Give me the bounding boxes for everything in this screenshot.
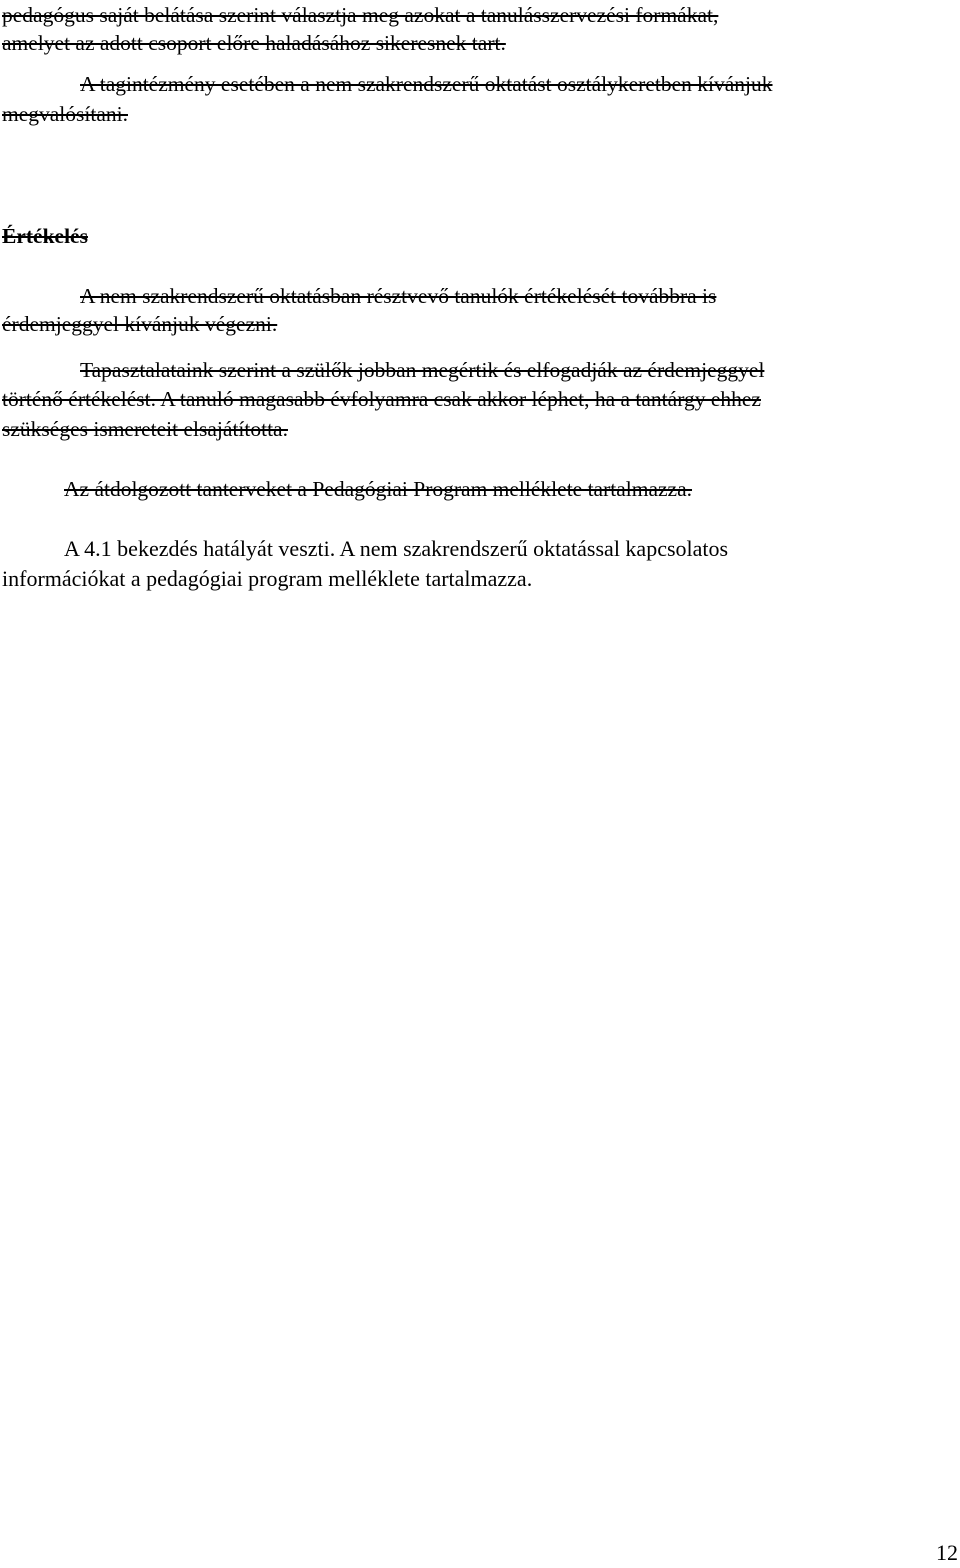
paragraph-4-line-2: történő értékelést. A tanuló magasabb évfolyamra csak akkor léphet, ha a tantárgy ehhez bbox=[2, 387, 761, 411]
paragraph-6-line-2: információkat a pedagógiai program melléklete tartalmazza. bbox=[2, 566, 533, 591]
paragraph-4-line-1: Tapasztalataink szerint a szülők jobban megértik és elfogadják az érdemjeggyel bbox=[80, 358, 765, 382]
paragraph-3-line-2: érdemjeggyel kívánjuk végezni. bbox=[2, 312, 278, 336]
paragraph-6-line-1: A 4.1 bekezdés hatályát veszti. A nem szakrendszerű oktatással kapcsolatos bbox=[64, 536, 729, 561]
section-heading: Értékelés bbox=[2, 224, 88, 248]
paragraph-1-line-1: pedagógus saját belátása szerint választja meg azokat a tanulásszervezési formákat, bbox=[2, 3, 719, 27]
paragraph-2-line-1: A tagintézmény esetében a nem szakrendszerű oktatást osztálykeretben kívánjuk bbox=[80, 72, 773, 96]
paragraph-5-line-1: Az átdolgozott tanterveket a Pedagógiai Program melléklete tartalmazza. bbox=[64, 477, 693, 501]
paragraph-3-line-1: A nem szakrendszerű oktatásban résztvevő tanulók értékelését továbbra is bbox=[80, 284, 717, 308]
paragraph-4-line-3: szükséges ismereteit elsajátította. bbox=[2, 417, 288, 441]
paragraph-1-line-2: amelyet az adott csoport előre haladásához sikeresnek tart. bbox=[2, 31, 506, 55]
paragraph-2-line-2: megvalósítani. bbox=[2, 102, 128, 126]
page-number: 12 bbox=[936, 1540, 958, 1565]
